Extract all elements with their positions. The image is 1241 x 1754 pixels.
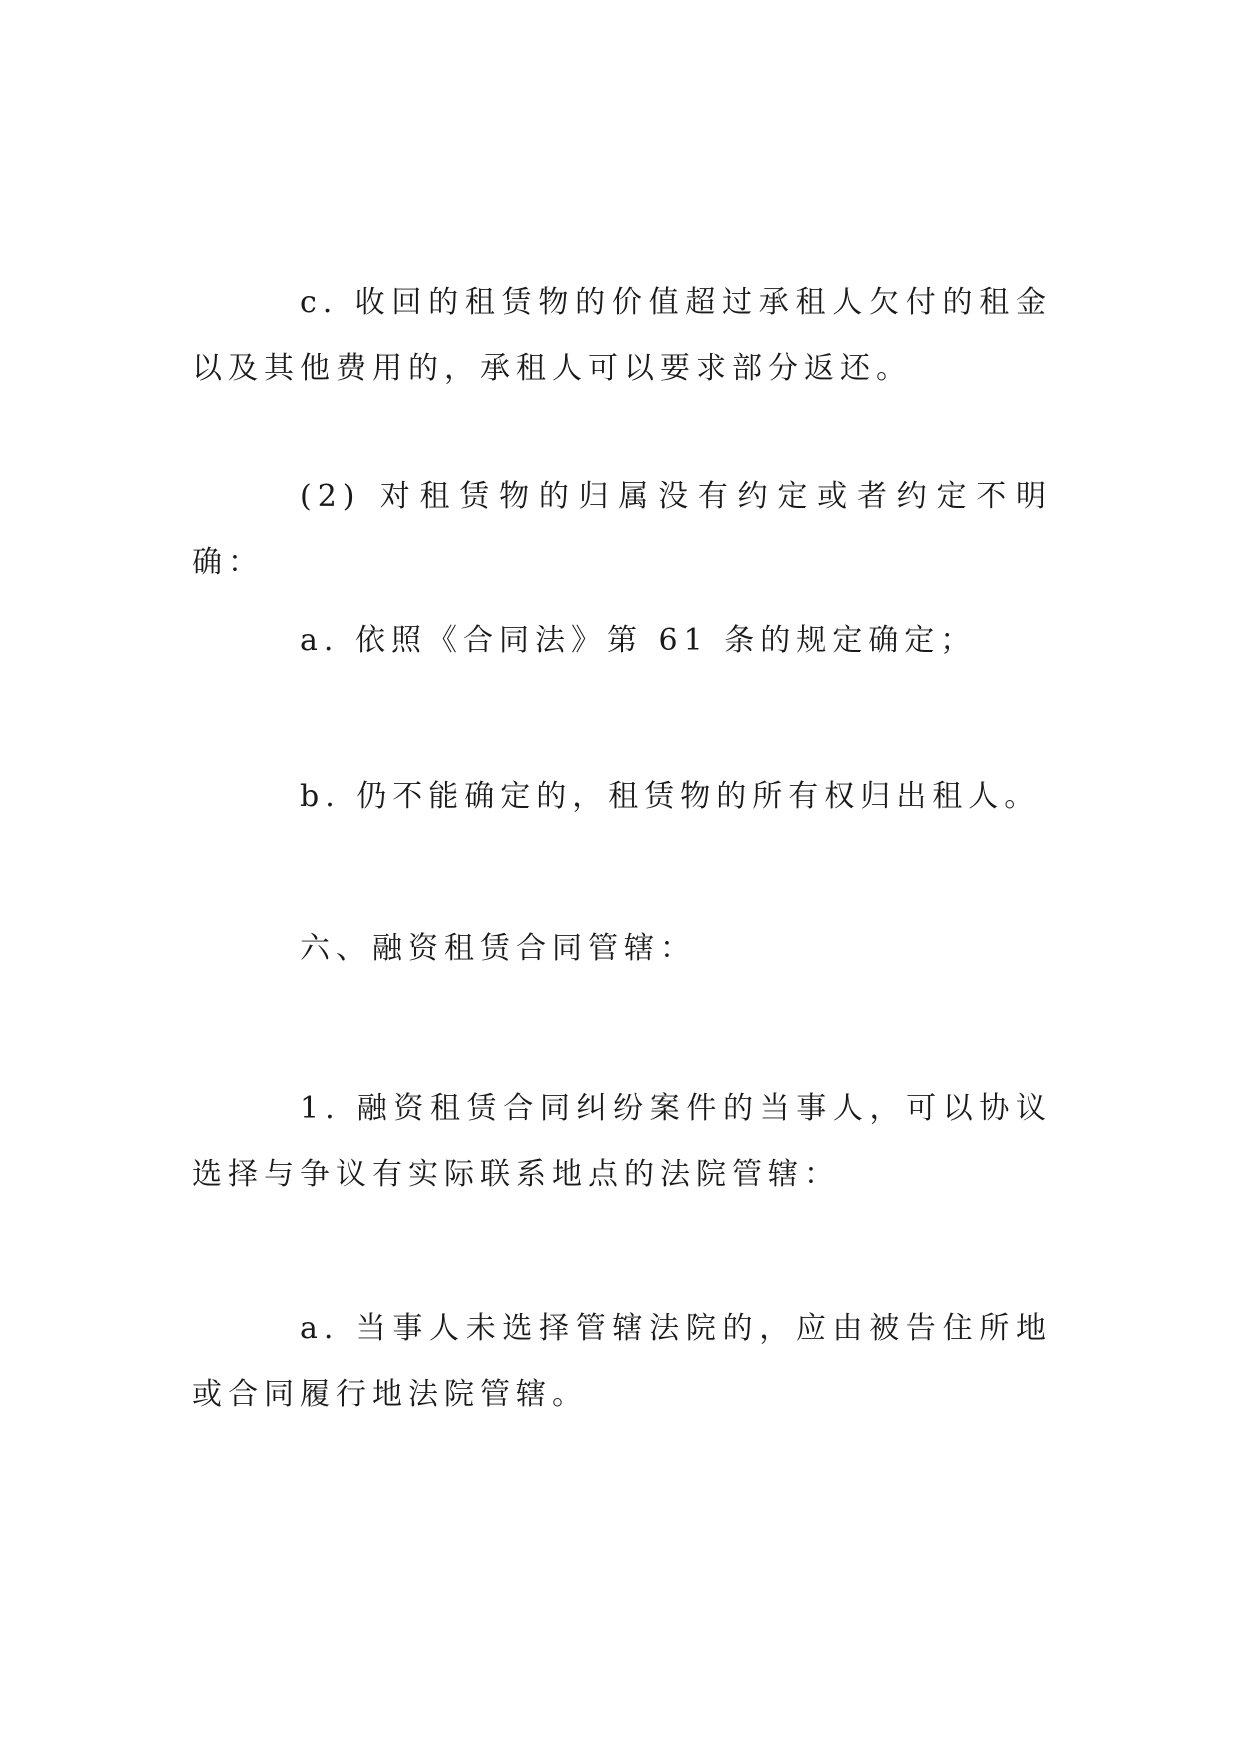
- paragraph-c-return-value: c. 收回的租赁物的价值超过承租人欠付的租金以及其他费用的，承租人可以要求部分返还。: [192, 285, 1052, 386]
- paragraph-a-contract-law: a. 依照《合同法》第 61 条的规定确定；: [300, 623, 977, 658]
- section-heading-jurisdiction: 六、融资租赁合同管辖：: [300, 931, 696, 966]
- paragraph-1-agreed-court: 1. 融资租赁合同纠纷案件的当事人，可以协议选择与争议有实际联系地点的法院管辖：: [192, 1091, 1052, 1192]
- paragraph-ownership-unclear: (2) 对租赁物的归属没有约定或者约定不明确：: [192, 479, 1052, 580]
- paragraph-b-owner-lessor: b. 仍不能确定的，租赁物的所有权归出租人。: [300, 779, 1041, 814]
- paragraph-a-default-court: a. 当事人未选择管辖法院的，应由被告住所地或合同履行地法院管辖。: [192, 1311, 1052, 1412]
